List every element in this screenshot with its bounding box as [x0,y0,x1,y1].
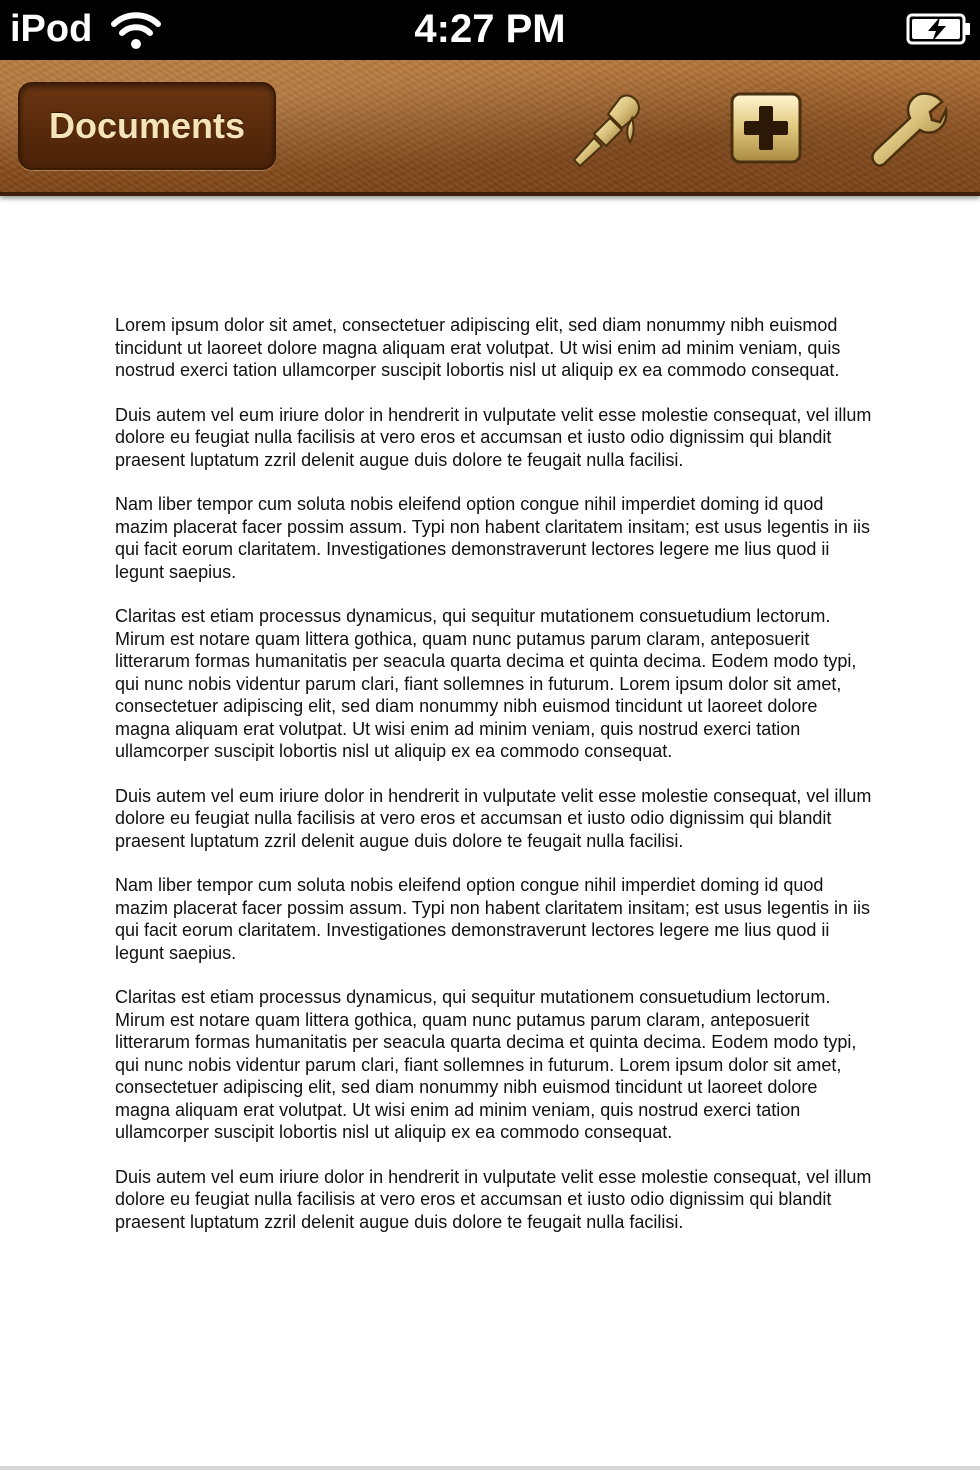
wrench-icon[interactable] [868,88,948,168]
paragraph: Duis autem vel eum iriure dolor in hendrerit in vulputate velit esse molestie consequat, vel illum dolore eu feugiat nulla facilisis at vero eros et accumsan et iusto odio dignissim qui blandit praesent luptatum zzril delenit augue duis dolore te feugait nulla facilisi. [115,785,872,851]
paragraph: Duis autem vel eum iriure dolor in hendrerit in vulputate velit esse molestie consequat, vel illum dolore eu feugiat nulla facilisis at vero eros et accumsan et iusto odio dignissim qui blandit praesent luptatum zzril delenit augue duis dolore te feugait nulla facilisi. [115,404,872,470]
paragraph: Nam liber tempor cum soluta nobis eleifend option congue nihil imperdiet doming id quod mazim placerat facer possim assum. Typi non habent claritatem insitam; est usus legentis in iis qui facit eorum claritatem. Investigationes demonstraverunt lectores legere me lius quod ii legunt saepius. [115,494,870,582]
paintbrush-icon[interactable] [566,88,646,168]
paragraph: Claritas est etiam processus dynamicus, qui sequitur mutationem consuetudium lectorum. Mirum est notare quam littera gothica, quam nunc putamus parum claram, anteposuerit litterarum formas humanitatis per seacula quarta decima et quinta decima. Eodem modo typi, qui nunc nobis videntur parum clari, fiant sollemnes in futurum. Lorem ipsum dolor sit amet, consectetuer adipiscing elit, sed diam nonummy nibh euismod tincidunt ut laoreet dolore magna aliquam erat volutpat. Ut wisi enim ad minim veniam, quis nostrud exerci tation ullamcorper suscipit lobortis nisl ut aliquip ex ea commodo consequat. [115,606,857,761]
paragraph: Nam liber tempor cum soluta nobis eleifend option congue nihil imperdiet doming id quod mazim placerat facer possim assum. Typi non habent claritatem insitam; est usus legentis in iis qui facit eorum claritatem. Investigationes demonstraverunt lectores legere me lius quod ii legunt saepius. [115,875,870,963]
paragraph: Claritas est etiam processus dynamicus, qui sequitur mutationem consuetudium lectorum. Mirum est notare quam littera gothica, quam nunc putamus parum claram, anteposuerit litterarum formas humanitatis per seacula quarta decima et quinta decima. Eodem modo typi, qui nunc nobis videntur parum clari, fiant sollemnes in futurum. Lorem ipsum dolor sit amet, consectetuer adipiscing elit, sed diam nonummy nibh euismod tincidunt ut laoreet dolore magna aliquam erat volutpat. Ut wisi enim ad minim veniam, quis nostrud exerci tation ullamcorper suscipit lobortis nisl ut aliquip ex ea commodo consequat. [115,987,857,1142]
add-icon[interactable] [726,88,806,168]
status-time: 4:27 PM [414,7,566,51]
documents-button[interactable]: Documents [18,82,276,170]
paragraph: Lorem ipsum dolor sit amet, consectetuer adipiscing elit, sed diam nonummy nibh euismod tincidunt ut laoreet dolore magna aliquam erat volutpat. Ut wisi enim ad minim veniam, quis nostrud exerci tation ullamcorper suscipit lobortis nisl ut aliquip ex ea commodo consequat. [115,315,841,380]
carrier-label: iPod [10,8,93,50]
battery-charging-icon [906,12,972,46]
status-bar [0,0,980,60]
document-body[interactable] [115,314,875,1255]
toolbar [0,60,980,196]
bottom-edge [0,1466,980,1470]
paragraph: Duis autem vel eum iriure dolor in hendrerit in vulputate velit esse molestie consequat, vel illum dolore eu feugiat nulla facilisis at vero eros et accumsan et iusto odio dignissim qui blandit praesent luptatum zzril delenit augue duis dolore te feugait nulla facilisi. [115,1166,872,1232]
